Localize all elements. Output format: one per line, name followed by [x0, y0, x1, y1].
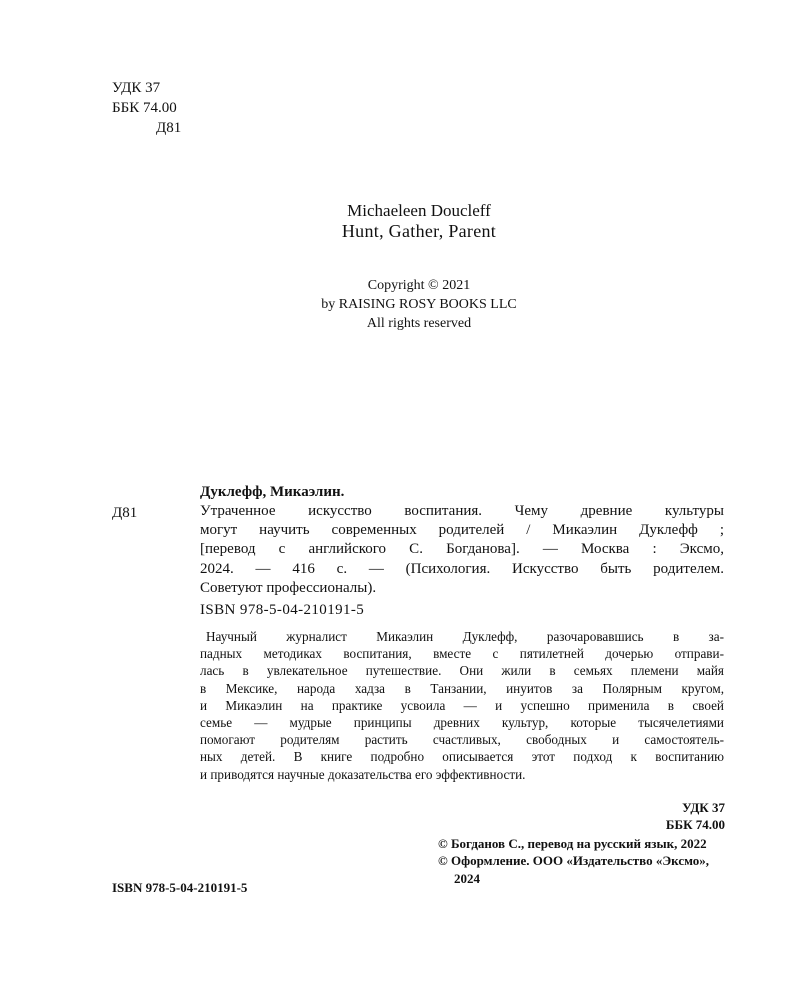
design-copyright: © Оформление. ООО «Издательство «Эксмо», 2024	[438, 853, 710, 886]
isbn-bottom: ISBN 978-5-04-210191-5	[112, 880, 248, 895]
annotation-line: в Мексике, народа хадза в Танзании, инуитов за Полярным кругом,	[200, 680, 724, 696]
author-code: Д81	[156, 120, 182, 136]
translation-copyright: © Богданов С., перевод на русский язык, 2022	[438, 836, 707, 851]
annotation-line: помогают родителям растить счастливых, свободных и самостоятель-	[200, 732, 724, 748]
udk-code: УДК 37	[112, 80, 161, 96]
description-line: Советуют профессионалы).	[200, 579, 377, 596]
copyright-line: Copyright © 2021	[367, 278, 471, 293]
description-line: [перевод с английского С. Богданова]. — Москва : Эксмо,	[200, 541, 724, 558]
annotation-line: Научный журналист Микаэлин Дуклефф, разочаровавшись в за-	[206, 629, 724, 644]
annotation-line: и приводятся научные доказательства его эффективности.	[200, 766, 526, 782]
description-line: могут научить современных родителей / Микаэлин Дуклефф ;	[200, 522, 724, 539]
description-line: Утраченное искусство воспитания. Чему древние культуры	[200, 503, 724, 519]
footer-classification	[560, 799, 725, 833]
annotation-line: семье — мудрые принципы древних культур, которые тысячелетиями	[200, 715, 724, 731]
copyright-block	[0, 276, 800, 333]
annotation-line: лась в увлекательное путешествие. Они жили в семьях племени майя	[200, 663, 724, 679]
annotation-line: падных методиках воспитания, вместе с пятилетней дочерью отправи-	[200, 646, 724, 662]
bibliographic-author-heading: Дуклефф, Микаэлин.	[200, 484, 345, 500]
footer-bbk: ББК 74.00	[665, 817, 725, 832]
copyright-holder: by RAISING ROSY BOOKS LLC	[321, 297, 517, 312]
bibliographic-description	[200, 502, 724, 598]
annotation-line: ных детей. В книге подробно описывается этот подход к воспитанию	[200, 749, 724, 765]
original-title: Hunt, Gather, Parent	[341, 221, 497, 241]
bibliographic-author-code: Д81	[112, 505, 138, 521]
footer-udk: УДК 37	[682, 800, 725, 815]
annotation	[200, 628, 724, 783]
rights-reserved: All rights reserved	[366, 316, 472, 331]
annotation-line: и Микаэлин на практике усвоила — и успешно применила в своей	[200, 697, 724, 713]
classification-block	[112, 78, 181, 138]
bbk-code: ББК 74.00	[112, 100, 177, 116]
description-line: 2024. — 416 с. — (Психология. Искусство быть родителем.	[200, 560, 724, 577]
original-author: Michaeleen Doucleff	[347, 201, 491, 220]
rights-block	[438, 835, 728, 887]
isbn: ISBN 978-5-04-210191-5	[200, 602, 365, 618]
